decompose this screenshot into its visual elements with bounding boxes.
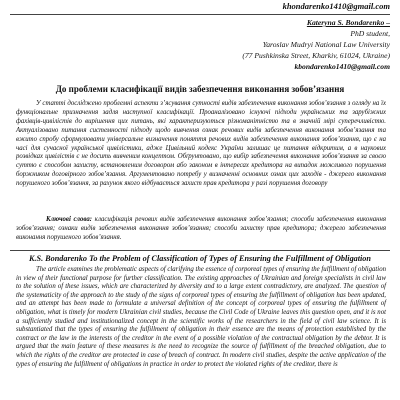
section-divider-2 bbox=[10, 250, 390, 251]
abstract-ukrainian: У статті досліджено проблемні аспекти з’ясування сутності видів забезпечення виконання зобов’язання з огляду на їх функціональне призначення задля наступної класифікації. Проаналізовано існуючі підходи українських та зарубіжних фахівців-цивілістів до вирішення цих питань, які характеризуються різноманітністю та в значній мірі суперечливістю. Актуалізовано питання системності підходу щодо вивчення ознак речових видів забезпечення виконання зобов’язання та вжито спробу сформулювати універсальне визначення поняття речових видів забезпечення виконання зобов’язання, що є на часі для сучасної української цивілістики, адже Цивільний кодекс України залишає це питання відкритим, а в наукових розвідках цивілістів є не досить вивченим концептом. Обґрунтовано, що вибір забезпечення виконання зобов’язання за своєю суттю є способом захисту, встановленим договором або законом в інтересах кредитора на випадок можливого порушення боржником договірного зобов’язання. Аргументовано потребу у визначенні основних ознак цих заходів - джерело виконання порушеного зобов’язання, за рахунок якого відбувається захист прав кредитора у разі порушення договору bbox=[16, 100, 386, 188]
abstract-english: The article examines the problematic aspects of clarifying the essence of corporeal types of ensuring the fulfillment of obligation in view of their functional purpose for further classification. The existing approaches of Ukrainian and foreign specialists in civil law to the solution of these issues, which are characterized by diversity and to a large extent contradictory, are analyzed. The question of the systematicity of the approach to the study of the signs of corporeal types of ensuring the fulfillment of obligation has been updated, and an attempt has been made to formulate a universal definition of the concept of corporeal types of ensuring the fulfillment of obligation, what is timely for modern Ukrainian civil studies, because the Civil Code of Ukraine leaves this question open, and it is not a sufficiently studied and institutionalized concept in the scientific works of the researchers in the field of civil law science. It is substantiated that the types of ensuring the fulfillment of obligation in their essence are the means of protection established by the contract or the law in the interests of the creditor in the event of a possible violation of the contractual obligation by the debtor. It is argued that the main feature of these measures is the need to recognize the source of fulfillment of the breached obligation, due to which the rights of the creditor are protected in case of breach of contract. In modern civil studies, despite the active application of the types of ensuring the fulfillment of obligations in practice in order to protect the violated rights of the creditor, there is bbox=[16, 266, 386, 368]
article-title-ukrainian: До проблеми класифікації видів забезпечення виконання зобов’язання bbox=[55, 84, 345, 94]
keywords-text: класифікація речових видів забезпечення виконання зобов’язання; способи забезпечення виконання зобов’язання; ознаки видів забезпечення виконання зобов’язання; способи захисту прав кредитора; джерело забезпечення виконання порушеного зобов’язання. bbox=[16, 216, 386, 241]
keywords-label: Ключові слова: bbox=[46, 216, 93, 223]
author-degree: PhD student, bbox=[350, 29, 390, 38]
section-divider bbox=[10, 14, 390, 15]
author-email: kbondarenko1410@gmail.com bbox=[294, 62, 390, 71]
keywords-ukrainian bbox=[16, 216, 386, 243]
previous-author-email: khondarenko1410@gmail.com bbox=[282, 1, 390, 11]
author-name: Kateryna S. Bondarenko – bbox=[306, 18, 390, 27]
author-block bbox=[242, 17, 390, 72]
author-university: Yaroslav Mudryi National Law University bbox=[262, 40, 390, 49]
author-address: (77 Pushkinska Street, Kharkiv, 61024, Ukraine) bbox=[242, 51, 390, 60]
article-title-english: K.S. Bondarenko To the Problem of Classification of Types of Ensuring the Fulfillment of Obligation bbox=[29, 254, 371, 263]
